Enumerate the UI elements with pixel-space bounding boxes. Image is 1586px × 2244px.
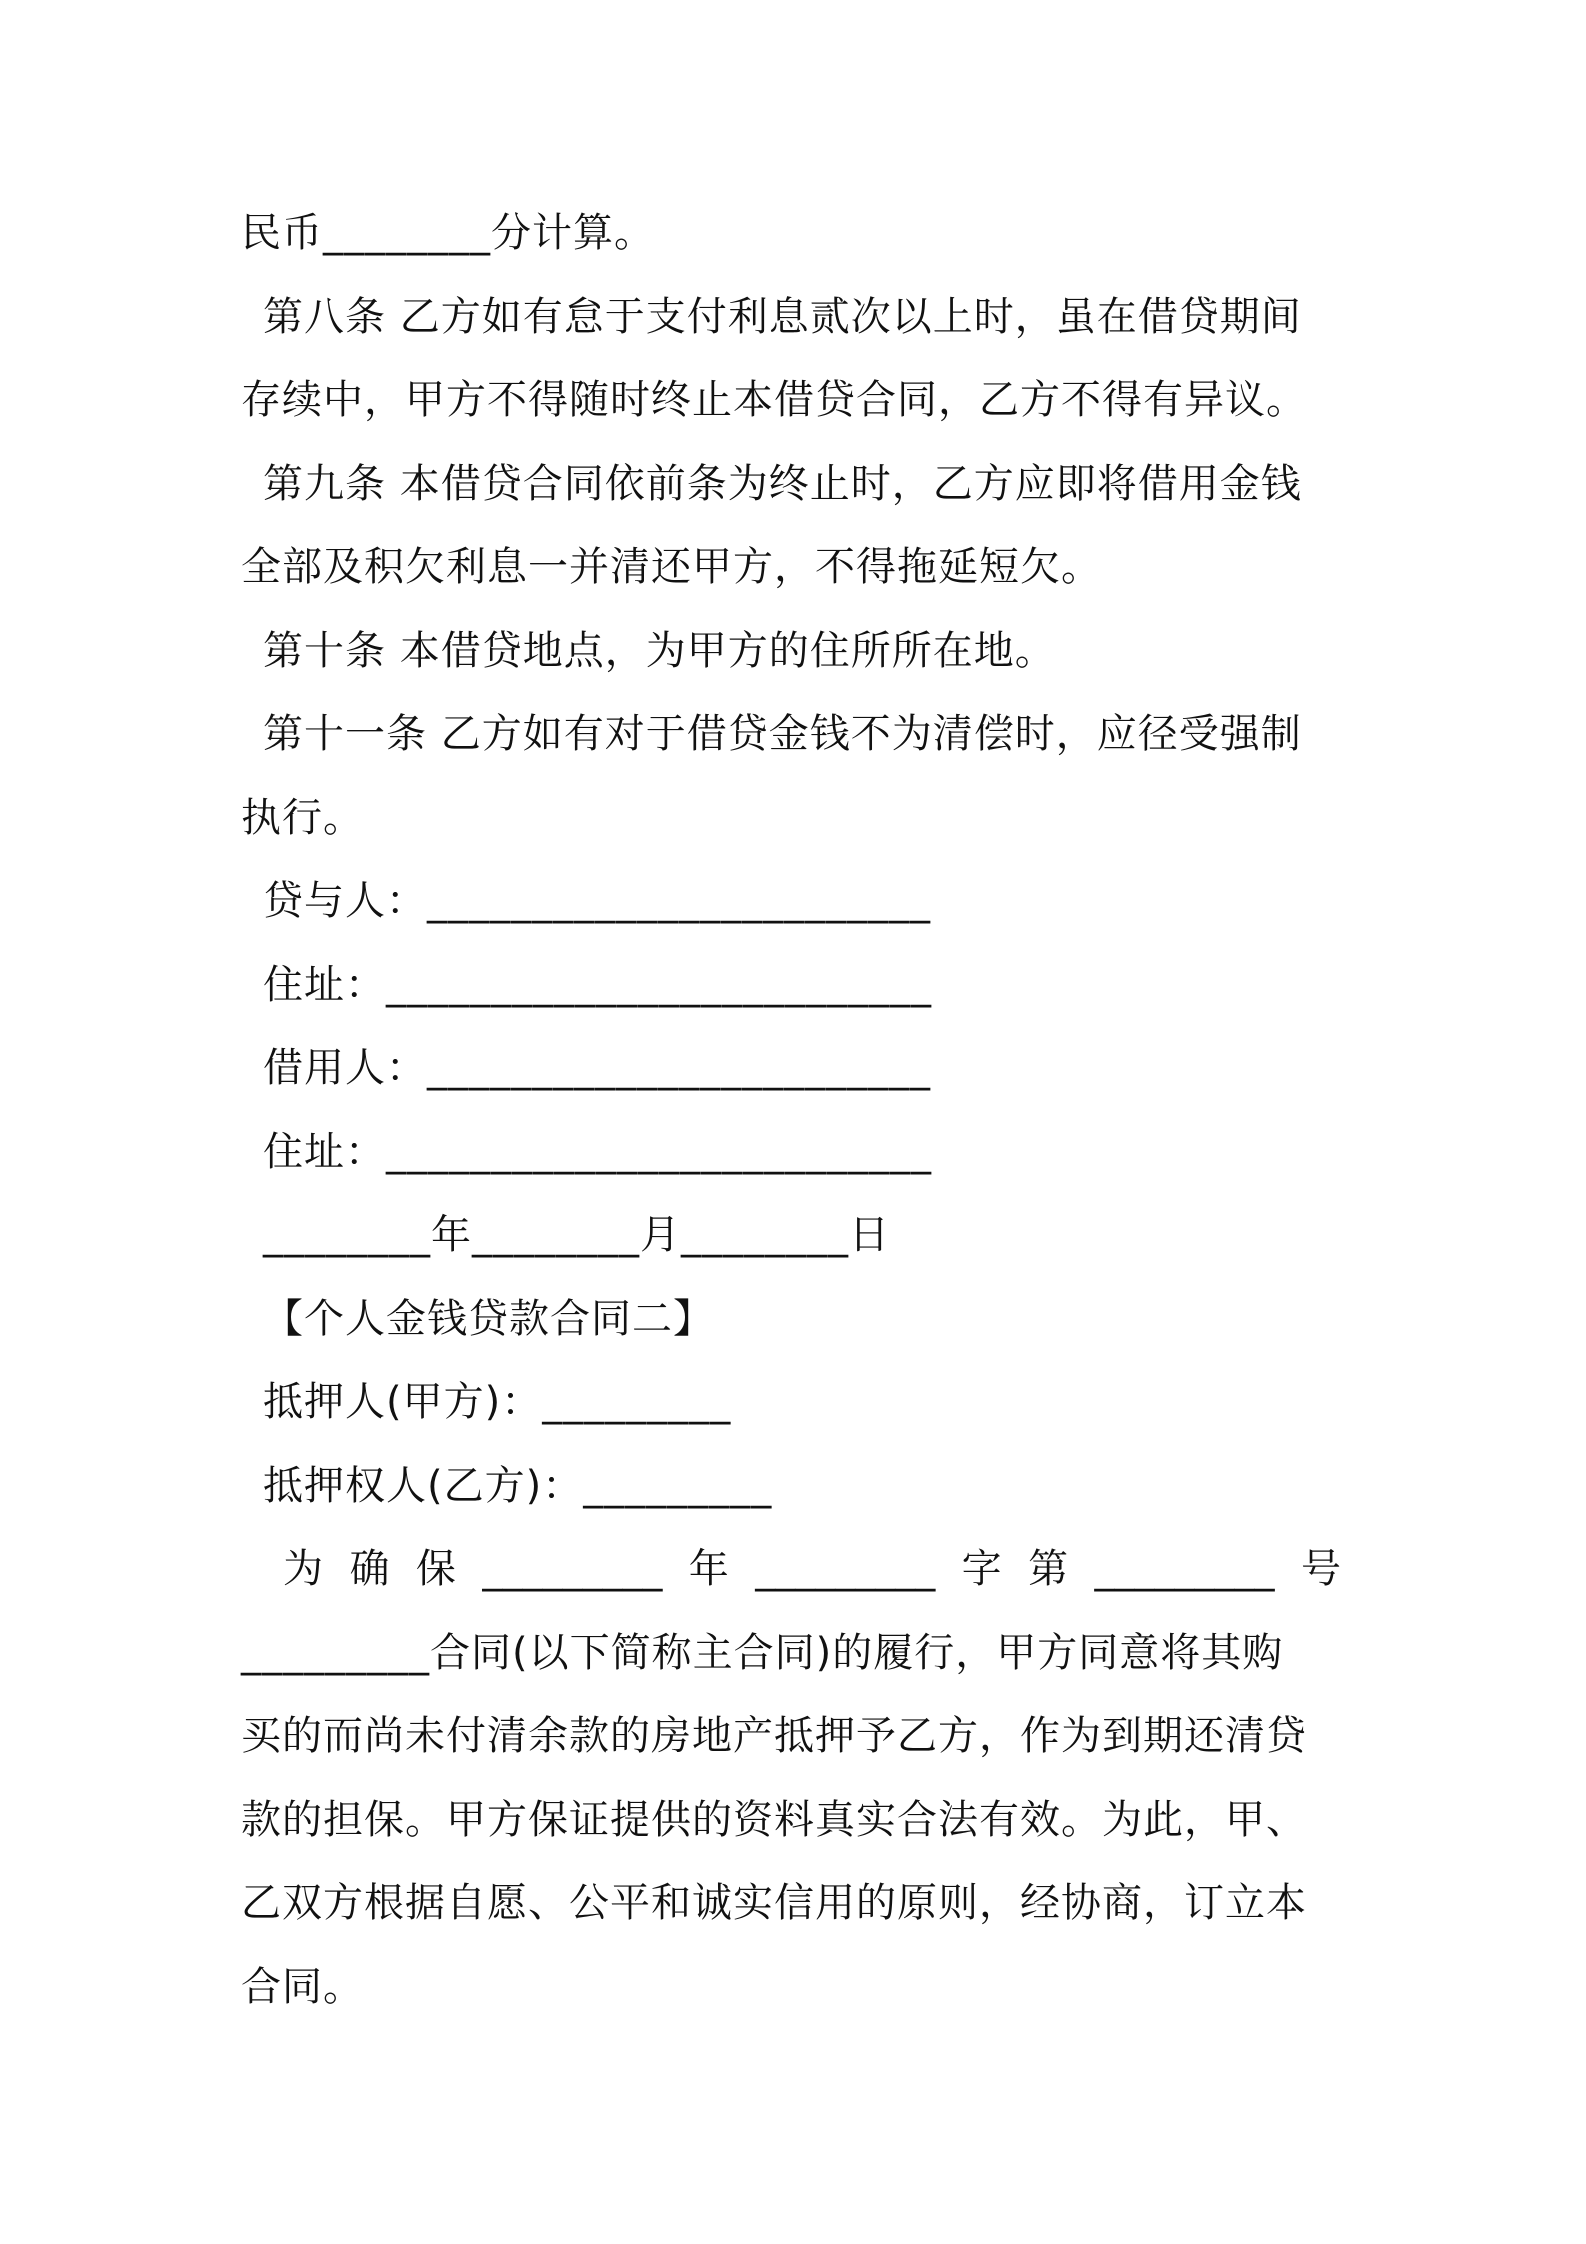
spread-token: 保 xyxy=(415,1546,456,1592)
text-line: 全部及积欠利息一并清还甲方，不得拖延短欠。 xyxy=(241,544,1102,590)
lender-address-field: 住址：__________________________ xyxy=(263,961,932,1008)
text-line: 民币________分计算。 xyxy=(241,210,655,256)
spread-token: 第 xyxy=(1028,1546,1069,1592)
text-line-article-10: 第十条 本借贷地点，为甲方的住所所在地。 xyxy=(263,627,1056,674)
spread-token: 年 xyxy=(688,1546,729,1592)
mortgagor-field: 抵押人(甲方)：_________ xyxy=(263,1379,732,1425)
text-line: 乙双方根据自愿、公平和诚实信用的原则，经协商，订立本 xyxy=(241,1880,1307,1926)
spread-token: 号 xyxy=(1300,1546,1341,1592)
text-line: 存续中，甲方不得随时终止本借贷合同，乙方不得有异议。 xyxy=(241,377,1307,423)
spread-text-line xyxy=(241,1528,1351,1612)
text-line: 合同。 xyxy=(241,1963,364,2010)
borrower-address-field: 住址：__________________________ xyxy=(263,1128,932,1175)
text-line-article-8: 第八条 乙方如有怠于支付利息贰次以上时，虽在借贷期间 xyxy=(263,293,1302,340)
text-line: 款的担保。甲方保证提供的资料真实合法有效。为此，甲、 xyxy=(241,1796,1307,1843)
section-heading: 【个人金钱贷款合同二】 xyxy=(263,1295,714,1342)
mortgagee-field: 抵押权人(乙方)：_________ xyxy=(263,1462,773,1509)
spread-token: _________ xyxy=(482,1546,663,1592)
text-line-article-9: 第九条 本借贷合同依前条为终止时，乙方应即将借用金钱 xyxy=(263,460,1302,507)
text-line-article-11: 第十一条 乙方如有对于借贷金钱不为清偿时，应径受强制 xyxy=(263,711,1302,757)
spread-token: 确 xyxy=(349,1546,390,1592)
text-line: 执行。 xyxy=(241,794,364,841)
borrower-field: 借用人：________________________ xyxy=(263,1045,931,1091)
spread-token: _________ xyxy=(755,1546,936,1592)
lender-field: 贷与人：________________________ xyxy=(263,878,931,924)
text-line: 买的而尚未付清余款的房地产抵押予乙方，作为到期还清贷 xyxy=(241,1713,1307,1759)
spread-token: _________ xyxy=(1094,1546,1275,1592)
date-field: ________年________月________日 xyxy=(263,1212,890,1258)
spread-token: 字 xyxy=(961,1546,1002,1592)
document-body xyxy=(241,192,1351,2029)
spread-token: 为 xyxy=(283,1546,323,1592)
text-line: _________合同(以下简称主合同)的履行，甲方同意将其购 xyxy=(241,1629,1284,1676)
